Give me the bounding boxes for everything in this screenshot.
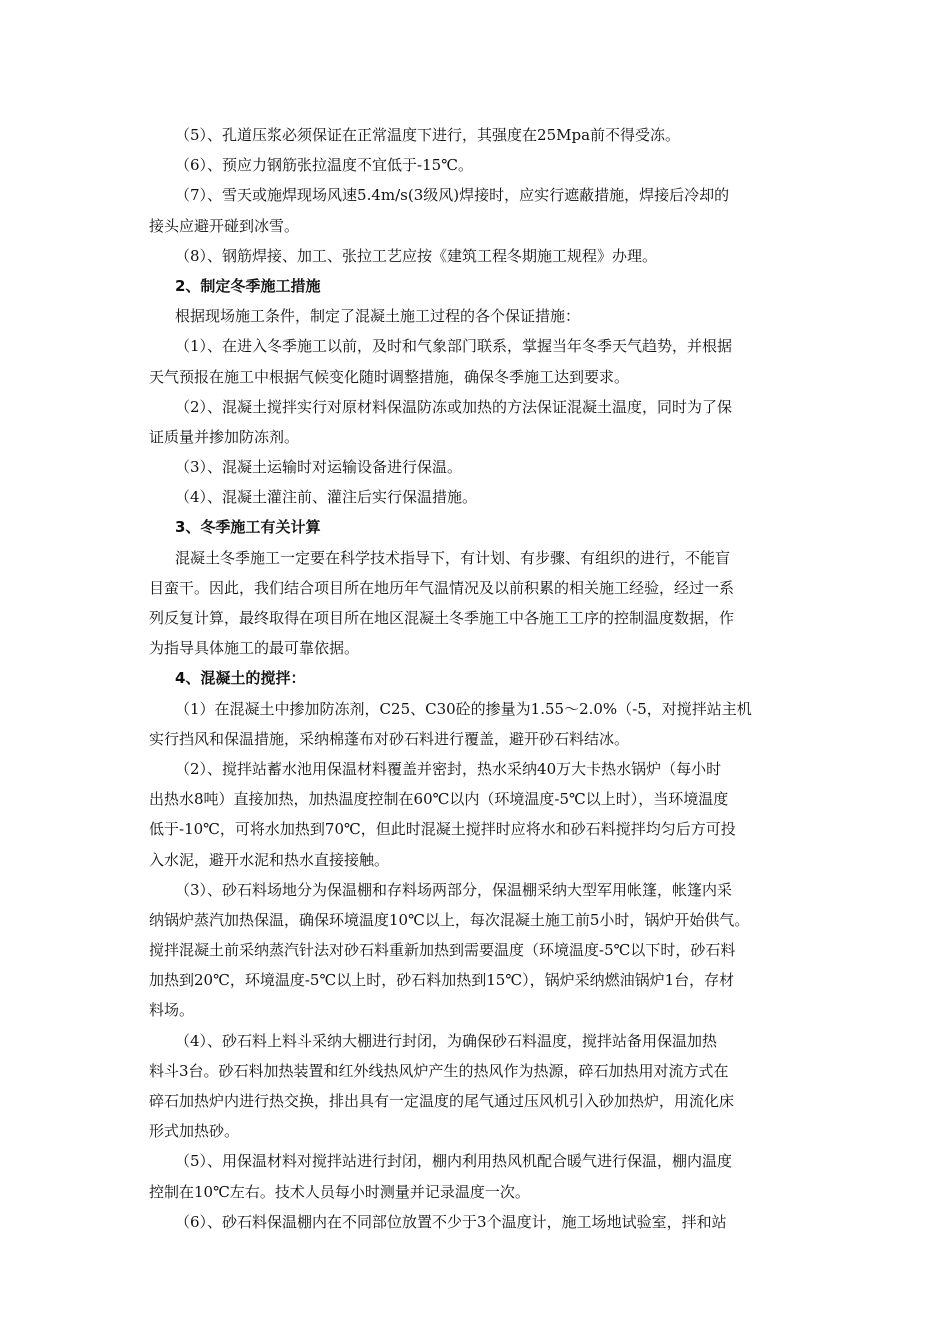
paragraph-line: 搅拌混凝土前采纳蒸汽针法对砂石料重新加热到需要温度（环境温度-5℃以下时，砂石料 bbox=[149, 941, 736, 960]
paragraph-line: 为指导具体施工的最可靠依据。 bbox=[149, 639, 360, 658]
paragraph-line: 形式加热砂。 bbox=[149, 1122, 240, 1141]
section-heading: 4、混凝土的搅拌： bbox=[175, 669, 306, 688]
paragraph-first-line: （2）、搅拌站蓄水池用保温材料覆盖并密封，热水采纳40万大卡热水锅炉（每小时 bbox=[175, 759, 722, 778]
paragraph-first-line: （8）、钢筋焊接、加工、张拉工艺应按《建筑工程冬期施工规程》办理。 bbox=[175, 246, 658, 265]
paragraph-first-line: 根据现场施工条件，制定了混凝土施工过程的各个保证措施： bbox=[175, 307, 581, 326]
paragraph-line: 碎石加热炉内进行热交换，排出具有一定温度的尾气通过压风机引入砂加热炉，用流化床 bbox=[149, 1092, 735, 1110]
paragraph-first-line: （5）、用保温材料对搅拌站进行封闭，棚内利用热风机配合暖气进行保温，棚内温度 bbox=[175, 1152, 733, 1171]
paragraph-first-line: 混凝土冬季施工一定要在科学技术指导下，有计划、有步骤、有组织的进行，不能盲 bbox=[175, 548, 731, 567]
paragraph-line: 料斗3台。砂石料加热装置和红外线热风炉产生的热风作为热源，碎石加热用对流方式在 bbox=[149, 1061, 729, 1080]
paragraph-line: 加热到20℃，环境温度-5℃以上时，砂石料加热到15℃），锅炉采纳燃油锅炉1台，存材 bbox=[149, 971, 735, 990]
paragraph-first-line: （3）、混凝土运输时对运输设备进行保温。 bbox=[175, 458, 463, 477]
paragraph-line: 目蛮干。因此，我们结合项目所在地历年气温情况及以前积累的相关施工经验，经过一系 bbox=[149, 578, 735, 597]
paragraph-line: 入水泥，避开水泥和热水直接接触。 bbox=[149, 850, 390, 869]
paragraph-line: 出热水8吨）直接加热，加热温度控制在60℃以内（环境温度-5℃以上时），当环境温度 bbox=[149, 790, 729, 809]
paragraph-first-line: （3）、砂石料场地分为保温棚和存料场两部分，保温棚采纳大型军用帐篷，帐篷内采 bbox=[175, 880, 733, 899]
section-heading: 3、冬季施工有关计算 bbox=[175, 518, 321, 537]
paragraph-first-line: （4）、混凝土灌注前、灌注后实行保温措施。 bbox=[175, 488, 478, 507]
paragraph-line: 接头应避开碰到冰雪。 bbox=[149, 216, 300, 235]
document-body bbox=[149, 120, 815, 1237]
section-heading: 2、制定冬季施工措施 bbox=[175, 276, 321, 295]
paragraph-first-line: （1）在混凝土中掺加防冻剂，C25、C30砼的掺量为1.55～2.0%（-5，对搅拌站主机 bbox=[175, 699, 752, 718]
paragraph-line: 实行挡风和保温措施，采纳棉蓬布对砂石料进行覆盖，避开砂石料结冰。 bbox=[149, 729, 630, 748]
paragraph-first-line: （4）、砂石料上料斗采纳大棚进行封闭，为确保砂石料温度，搅拌站备用保温加热 bbox=[175, 1031, 718, 1050]
paragraph-line: 低于-10℃，可将水加热到70℃，但此时混凝土搅拌时应将水和砂石料搅拌均匀后方可投 bbox=[149, 820, 736, 839]
paragraph-line: 控制在10℃左右。技术人员每小时测量并记录温度一次。 bbox=[149, 1182, 530, 1201]
paragraph-first-line: （6）、预应力钢筋张拉温度不宜低于-15℃。 bbox=[175, 156, 473, 175]
paragraph-first-line: （6）、砂石料保温棚内在不同部位放置不少于3个温度计，施工场地试验室，拌和站 bbox=[175, 1212, 727, 1231]
paragraph-first-line: （7）、雪天或施焊现场风速5.4m/s(3级风)焊接时，应实行遮蔽措施，焊接后冷却的 bbox=[175, 186, 730, 205]
paragraph-first-line: （5）、孔道压浆必须保证在正常温度下进行，其强度在25Mpa前不得受冻。 bbox=[175, 126, 681, 144]
paragraph-line: 纳锅炉蒸汽加热保温，确保环境温度10℃以上，每次混凝土施工前5小时，锅炉开始供气。 bbox=[149, 910, 750, 929]
paragraph-first-line: （1）、在进入冬季施工以前，及时和气象部门联系，掌握当年冬季天气趋势，并根据 bbox=[175, 337, 733, 356]
paragraph-line: 证质量并掺加防冻剂。 bbox=[149, 427, 300, 446]
paragraph-line: 料场。 bbox=[149, 1001, 195, 1020]
paragraph-line: 天气预报在施工中根据气候变化随时调整措施，确保冬季施工达到要求。 bbox=[149, 367, 630, 386]
paragraph-first-line: （2）、混凝土搅拌实行对原材料保温防冻或加热的方法保证混凝土温度，同时为了保 bbox=[175, 397, 733, 416]
paragraph-line: 列反复计算，最终取得在项目所在地区混凝土冬季施工中各施工工序的控制温度数据，作 bbox=[149, 609, 735, 627]
